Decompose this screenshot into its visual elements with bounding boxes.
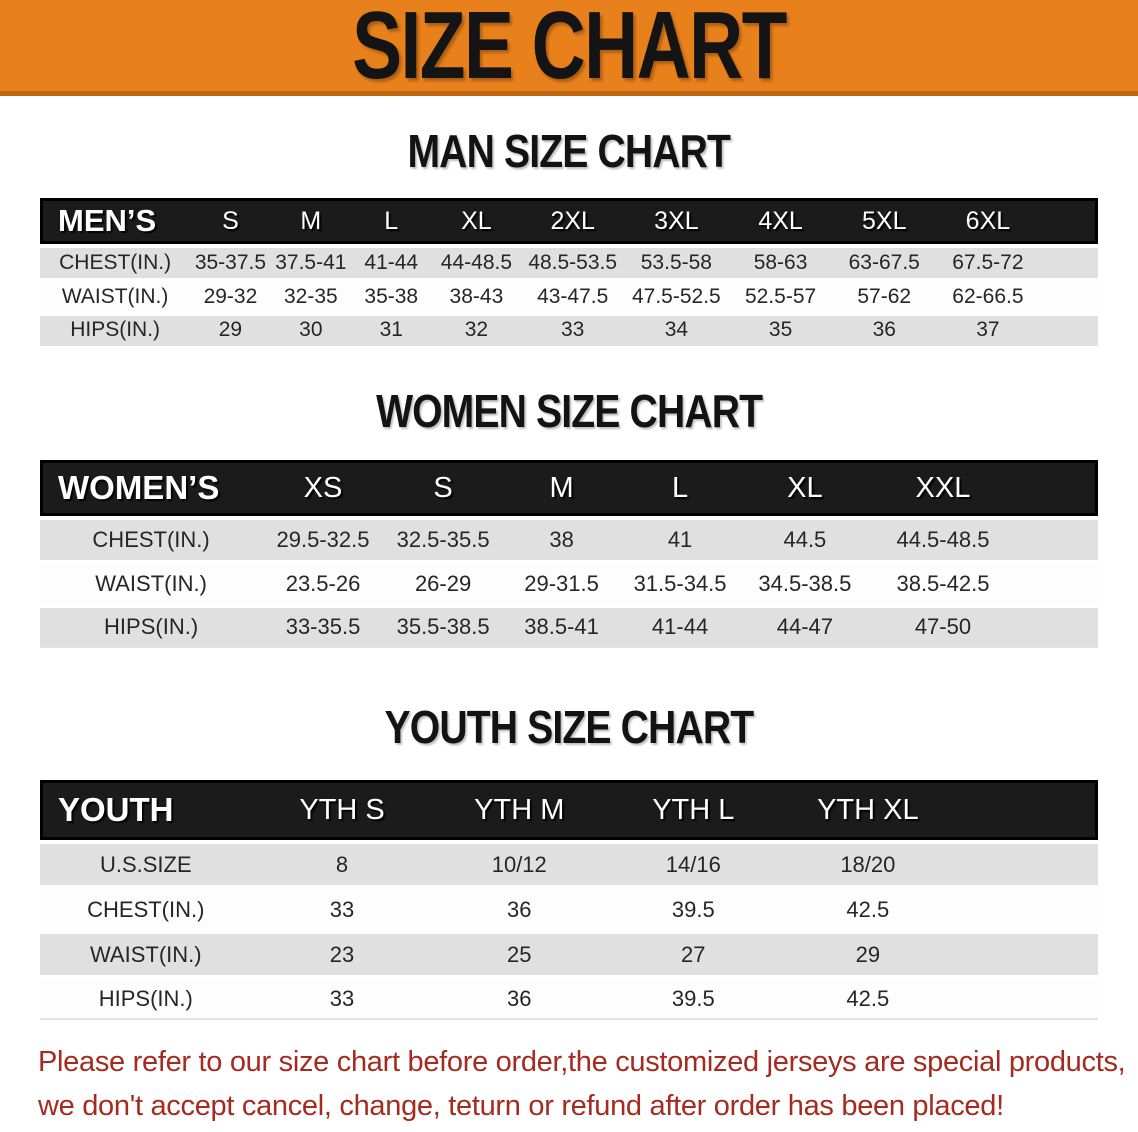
youth-header-yth-l: YTH L xyxy=(606,780,781,840)
women-row-hips-in- xyxy=(40,608,1098,648)
youth-row-hips-in- xyxy=(40,979,1098,1020)
value-cell: 67.5-72 xyxy=(952,251,1024,274)
row-label: CHEST(IN.) xyxy=(92,527,210,552)
value-cell: 63-67.5 xyxy=(848,251,920,274)
women-header-xxl: XXL xyxy=(870,460,1015,516)
value-cell: 32.5-35.5 xyxy=(396,527,490,552)
disclaimer-line-2: we don't accept cancel, change, teturn or refund after order has been placed! xyxy=(38,1090,1004,1122)
value-cell: 31.5-34.5 xyxy=(633,571,727,596)
row-spacer xyxy=(1015,520,1098,560)
value-cell: 26-29 xyxy=(414,571,472,596)
value-cell: 30 xyxy=(271,316,351,346)
value-cell: 18/20 xyxy=(840,851,896,877)
value-cell: 32-35 xyxy=(283,285,338,308)
value-cell: 29.5-32.5 xyxy=(276,527,370,552)
value-cell: 37.5-41 xyxy=(275,251,347,274)
row-label: WAIST(IN.) xyxy=(61,285,169,308)
row-label: WAIST(IN.) xyxy=(89,941,202,967)
value-cell: 29 xyxy=(190,316,270,346)
men-header-m: M xyxy=(271,198,351,244)
disclaimer-line-1: Please refer to our size chart before order,the customized jerseys are special products, xyxy=(38,1046,1126,1078)
value-cell: 57-62 xyxy=(857,285,912,308)
youth-header-yth-s: YTH S xyxy=(252,780,433,840)
value-cell: 35-38 xyxy=(364,285,419,308)
value-cell: 43-47.5 xyxy=(537,285,609,308)
value-cell: 48.5-53.5 xyxy=(528,251,618,274)
value-cell: 35 xyxy=(729,316,833,346)
youth-header-yth-m: YTH M xyxy=(433,780,607,840)
row-spacer xyxy=(1040,248,1098,278)
banner-title: SIZE CHART xyxy=(352,0,786,99)
value-cell: 33-35.5 xyxy=(262,608,384,648)
value-cell: 33 xyxy=(521,316,624,346)
value-cell: 47-50 xyxy=(870,608,1015,648)
men-row-waist-in- xyxy=(40,282,1098,312)
value-cell: 44.5 xyxy=(783,527,827,552)
size-chart-banner xyxy=(0,0,1138,99)
disclaimer-text xyxy=(38,1040,1138,1128)
women-section-heading-text: WOMEN SIZE CHART xyxy=(375,385,763,437)
value-cell: 25 xyxy=(507,941,532,967)
value-cell: 44-48.5 xyxy=(440,251,513,274)
value-cell: 38 xyxy=(549,527,574,552)
men-header-label: MEN’S xyxy=(40,198,190,244)
value-cell: 33 xyxy=(252,979,433,1020)
value-cell: 53.5-58 xyxy=(640,251,712,274)
value-cell: 23 xyxy=(329,941,355,967)
men-header-4xl: 4XL xyxy=(729,198,833,244)
value-cell: 38.5-41 xyxy=(502,608,620,648)
value-cell: 14/16 xyxy=(665,851,721,877)
men-header-3xl: 3XL xyxy=(624,198,729,244)
value-cell: 10/12 xyxy=(491,851,547,877)
value-cell: 41-44 xyxy=(621,608,739,648)
youth-header-label: YOUTH xyxy=(40,780,252,840)
youth-size-table xyxy=(40,776,1098,1024)
value-cell: 33 xyxy=(329,896,355,922)
value-cell: 47.5-52.5 xyxy=(631,285,721,308)
value-cell: 36 xyxy=(832,316,936,346)
row-label: WAIST(IN.) xyxy=(95,571,207,596)
value-cell: 29 xyxy=(855,941,881,967)
men-header-spacer xyxy=(1040,198,1098,244)
row-spacer xyxy=(955,844,1098,885)
value-cell: 42.5 xyxy=(846,896,890,922)
row-spacer xyxy=(1015,608,1098,648)
youth-section-heading xyxy=(0,700,1138,754)
value-cell: 41 xyxy=(667,527,693,552)
row-spacer xyxy=(1040,316,1098,346)
row-label: CHEST(IN.) xyxy=(87,896,205,922)
men-section-heading-text: MAN SIZE CHART xyxy=(407,125,731,177)
women-header-label: WOMEN’S xyxy=(40,460,262,516)
row-spacer xyxy=(955,979,1098,1020)
value-cell: 29-32 xyxy=(203,285,258,308)
value-cell: 39.5 xyxy=(671,896,715,922)
women-header-s: S xyxy=(384,460,502,516)
value-cell: 38.5-42.5 xyxy=(896,571,990,596)
value-cell: 62-66.5 xyxy=(952,285,1024,308)
value-cell: 58-63 xyxy=(753,251,808,274)
youth-section-heading-text: YOUTH SIZE CHART xyxy=(384,701,754,753)
value-cell: 31 xyxy=(351,316,431,346)
row-label: HIPS(IN.) xyxy=(40,316,190,346)
women-row-waist-in- xyxy=(40,564,1098,604)
men-header-2xl: 2XL xyxy=(521,198,624,244)
men-section-heading xyxy=(0,124,1138,178)
youth-header-spacer xyxy=(955,780,1098,840)
value-cell: 42.5 xyxy=(781,979,956,1020)
value-cell: 35-37.5 xyxy=(194,251,267,274)
value-cell: 38-43 xyxy=(449,285,504,308)
value-cell: 29-31.5 xyxy=(524,571,599,596)
men-row-hips-in- xyxy=(40,316,1098,346)
women-section-heading xyxy=(0,384,1138,438)
youth-row-waist-in- xyxy=(40,934,1098,975)
women-row-chest-in- xyxy=(40,520,1098,560)
row-spacer xyxy=(1015,564,1098,604)
row-label: HIPS(IN.) xyxy=(40,608,262,648)
row-label: CHEST(IN.) xyxy=(59,251,172,274)
value-cell: 44.5-48.5 xyxy=(896,527,990,552)
men-header-6xl: 6XL xyxy=(936,198,1040,244)
men-header-l: L xyxy=(351,198,431,244)
value-cell: 39.5 xyxy=(606,979,781,1020)
men-row-chest-in- xyxy=(40,248,1098,278)
value-cell: 34.5-38.5 xyxy=(758,571,852,596)
value-cell: 41-44 xyxy=(364,251,419,274)
value-cell: 35.5-38.5 xyxy=(384,608,502,648)
women-header-xl: XL xyxy=(739,460,870,516)
row-spacer xyxy=(1040,282,1098,312)
women-header-spacer xyxy=(1015,460,1098,516)
women-header-l: L xyxy=(621,460,739,516)
mens-size-table xyxy=(40,194,1098,350)
value-cell: 27 xyxy=(681,941,706,967)
youth-header-yth-xl: YTH XL xyxy=(781,780,956,840)
value-cell: 36 xyxy=(433,979,607,1020)
women-header-m: M xyxy=(502,460,620,516)
row-spacer xyxy=(955,934,1098,975)
row-spacer xyxy=(955,889,1098,930)
men-header-xl: XL xyxy=(431,198,521,244)
banner-title-wrap xyxy=(291,0,847,99)
womens-size-table xyxy=(40,456,1098,652)
row-label: HIPS(IN.) xyxy=(40,979,252,1020)
women-header-xs: XS xyxy=(262,460,384,516)
men-header-5xl: 5XL xyxy=(832,198,936,244)
value-cell: 36 xyxy=(507,896,532,922)
value-cell: 23.5-26 xyxy=(285,571,361,596)
value-cell: 44-47 xyxy=(739,608,870,648)
value-cell: 8 xyxy=(335,851,349,877)
value-cell: 32 xyxy=(431,316,521,346)
value-cell: 37 xyxy=(936,316,1040,346)
row-label: U.S.SIZE xyxy=(99,851,192,877)
men-header-s: S xyxy=(190,198,270,244)
youth-row-u-s-size xyxy=(40,844,1098,885)
youth-row-chest-in- xyxy=(40,889,1098,930)
value-cell: 52.5-57 xyxy=(744,285,817,308)
value-cell: 34 xyxy=(624,316,729,346)
